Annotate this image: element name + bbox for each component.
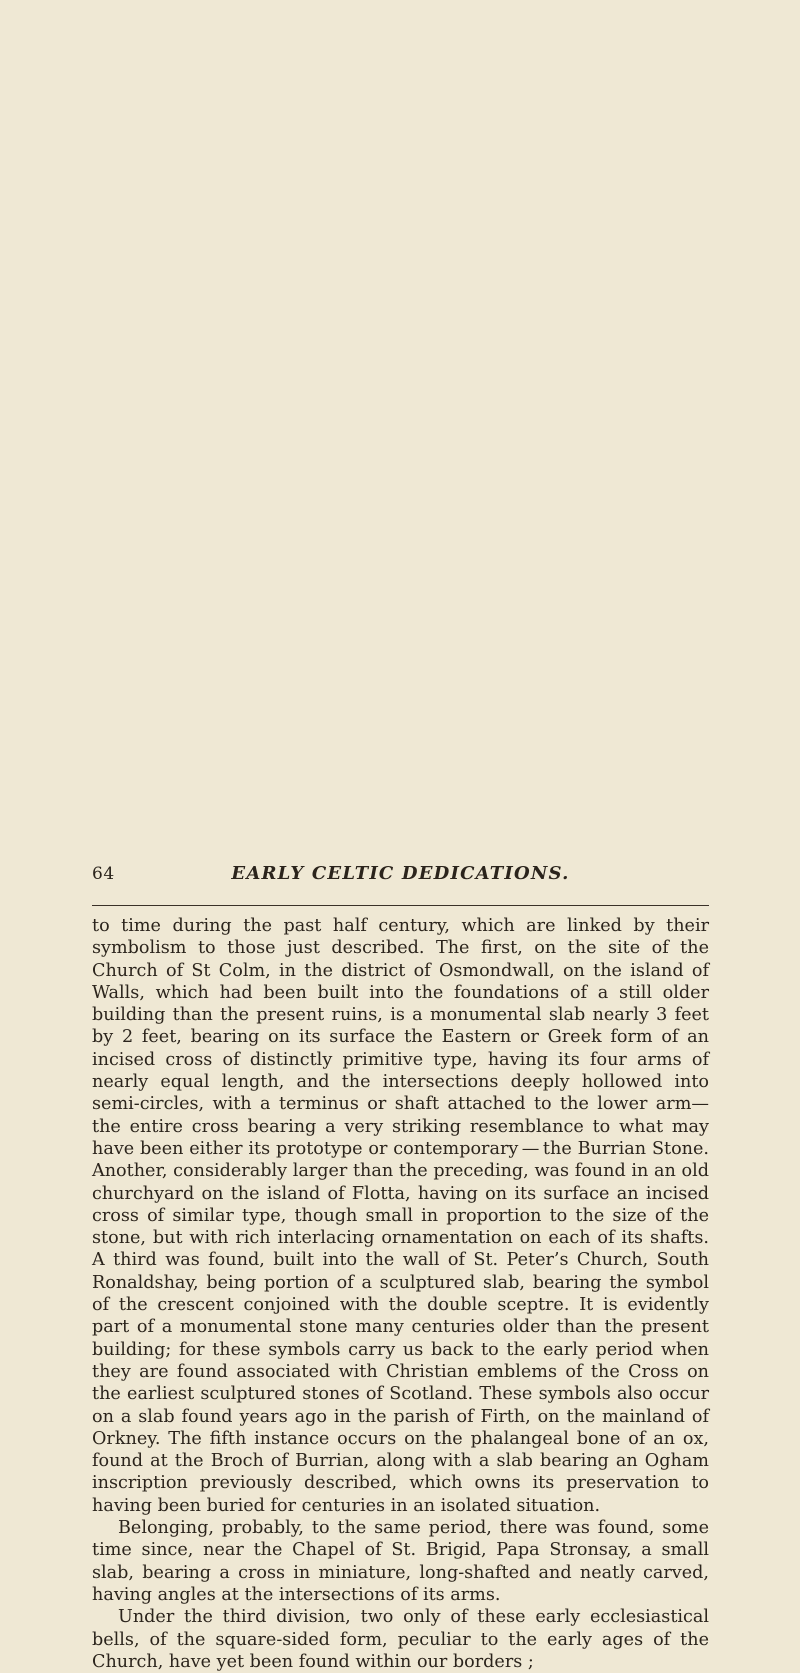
page-number: 64 xyxy=(92,864,115,884)
paragraph: to time during the past half century, which are linked by their symbolism to those just described. The first, on the site of the Church of St Colm, in the district of Osmondwall, on the island of Walls, which had been built into the foundations of a still older building than the present ruins, is a monumental slab nearly 3 feet by 2 feet, bearing on its surface the Eastern or Greek form of an incised cross of distinctly primitive type, having its four arms of nearly equal length, and the intersections deeply hollowed into semi-circles, with a terminus or shaft attached to the lower arm—the entire cross bearing a very striking resemblance to what may have been either its prototype or contemporary — the Burrian Stone. Another, considerably larger than the preceding, was found in an old churchyard on the island of Flotta, having on its surface an incised cross of similar type, though small in proportion to the size of the stone, but with rich interlacing ornamentation on each of its shafts. A third was found, built into the wall of St. Peter’s Church, South Ronaldshay, being portion of a sculptured slab, bearing the symbol of the crescent conjoined with the double sceptre. It is evidently part of a monumental stone many centuries older than the present building; for these symbols carry us back to the early period when they are found associated with Christian emblems of the Cross on the earliest sculptured stones of Scotland. These symbols also occur on a slab found years ago in the parish of Firth, on the mainland of Orkney. The fifth instance occurs on the phalangeal bone of an ox, found at the Broch of Burrian, along with a slab bearing an Ogham inscription previously described, which owns its preservation to having been buried for centuries in an isolated situation. xyxy=(92,916,709,1516)
header-rule xyxy=(92,905,709,906)
running-title: EARLY CELTIC DEDICATIONS. xyxy=(231,863,570,884)
running-head xyxy=(92,863,709,889)
body-text xyxy=(92,915,709,1673)
paragraph: Belonging, probably, to the same period, there was found, some time since, near the Chapel of St. Brigid, Papa Stronsay, a small slab, bearing a cross in miniature, long-shafted and neatly carved, having angles at the intersections of its arms. xyxy=(92,1518,709,1605)
paragraph: Under the third division, two only of these early ecclesiastical bells, of the square-sided form, peculiar to the early ages of the Church, have yet been found within our borders ; xyxy=(92,1607,709,1672)
